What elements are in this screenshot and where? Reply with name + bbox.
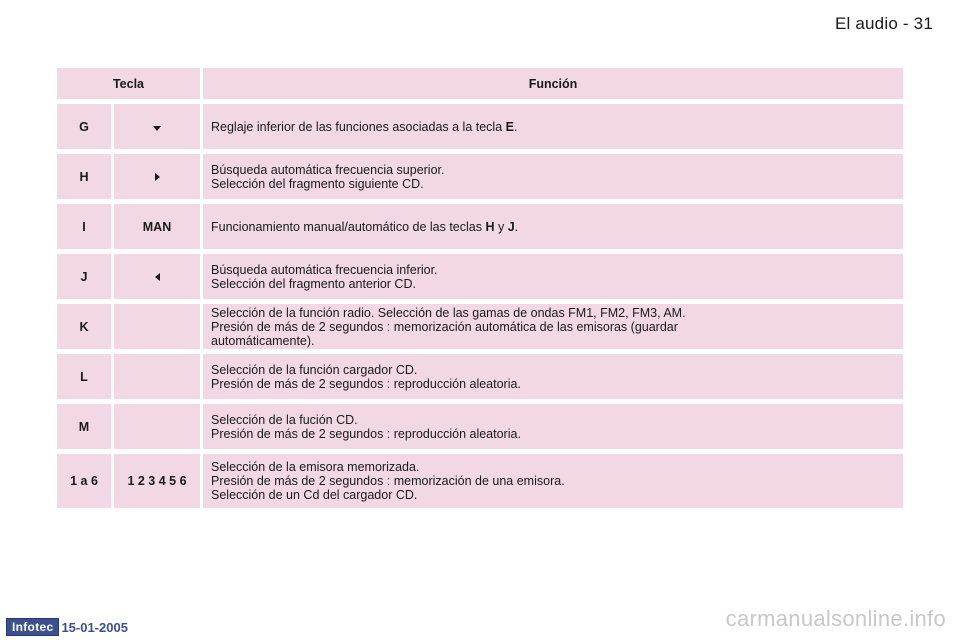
function-line <box>211 413 903 427</box>
function-line <box>211 460 903 474</box>
function-line <box>211 120 903 134</box>
function-text: Reglaje inferior de las funciones asociadas a la tecla <box>211 119 506 134</box>
function-cell <box>203 104 903 149</box>
function-line <box>211 474 903 488</box>
table-row <box>57 254 903 299</box>
function-text: Presión de más de 2 segundos : reproducción aleatoria. <box>211 426 521 441</box>
function-cell <box>203 354 903 399</box>
function-text: Búsqueda automática frecuencia superior. <box>211 162 445 177</box>
function-line <box>211 263 903 277</box>
header-key: Tecla <box>57 68 200 99</box>
arrow-down-icon <box>153 126 161 131</box>
function-line <box>211 220 903 234</box>
function-table <box>57 68 903 513</box>
symbol-cell: MAN <box>114 204 200 249</box>
watermark: carmanualsonline.info <box>725 606 946 631</box>
table-row <box>57 454 903 508</box>
function-text: Selección de un Cd del cargador CD. <box>211 488 418 502</box>
function-cell <box>203 404 903 449</box>
symbol-cell <box>114 154 200 199</box>
page-header: El audio - 31 <box>834 14 933 33</box>
function-line <box>211 377 903 391</box>
function-text: Selección del fragmento anterior CD. <box>211 276 416 291</box>
table-row <box>57 354 903 399</box>
symbol-cell: 1 2 3 4 5 6 <box>114 454 200 508</box>
table-header-row <box>57 68 903 99</box>
arrow-right-icon <box>155 173 160 181</box>
footer-date: 15-01-2005 <box>61 619 128 635</box>
symbol-cell <box>114 254 200 299</box>
key-cell: I <box>57 204 111 249</box>
table-row <box>57 304 903 349</box>
table-row <box>57 404 903 449</box>
key-cell: G <box>57 104 111 149</box>
symbol-cell <box>114 354 200 399</box>
key-cell: K <box>57 304 111 349</box>
function-line <box>211 177 903 191</box>
function-line <box>211 306 903 320</box>
key-reference: H <box>485 219 495 234</box>
function-line <box>211 163 903 177</box>
function-text: Presión de más de 2 segundos : memorización de una emisora. <box>211 474 565 488</box>
function-cell <box>203 454 903 508</box>
table-row <box>57 154 903 199</box>
key-cell: 1 a 6 <box>57 454 111 508</box>
function-line <box>211 334 903 348</box>
function-text: Presión de más de 2 segundos : reproducción aleatoria. <box>211 376 521 391</box>
key-cell: H <box>57 154 111 199</box>
function-text: automáticamente). <box>211 333 315 348</box>
symbol-cell <box>114 304 200 349</box>
key-cell: M <box>57 404 111 449</box>
function-text: Selección de la función cargador CD. <box>211 362 418 377</box>
table-row <box>57 104 903 149</box>
header-function: Función <box>203 68 903 99</box>
footer <box>6 618 128 636</box>
function-line <box>211 277 903 291</box>
function-text: Funcionamiento manual/automático de las teclas <box>211 219 486 234</box>
symbol-cell <box>114 404 200 449</box>
arrow-left-icon <box>155 273 160 281</box>
function-cell <box>203 304 903 349</box>
function-text: . <box>514 219 519 234</box>
table-row <box>57 204 903 249</box>
function-cell <box>203 254 903 299</box>
function-line <box>211 320 903 334</box>
key-reference: E <box>505 119 514 134</box>
key-cell: L <box>57 354 111 399</box>
function-text: Selección del fragmento siguiente CD. <box>211 176 424 191</box>
function-cell <box>203 204 903 249</box>
function-cell <box>203 154 903 199</box>
function-text: Presión de más de 2 segundos : memorización automática de las emisoras (guardar <box>211 319 678 334</box>
function-line <box>211 363 903 377</box>
key-cell: J <box>57 254 111 299</box>
function-text: Selección de la fución CD. <box>211 412 358 427</box>
function-text: . <box>513 119 518 134</box>
function-text: Búsqueda automática frecuencia inferior. <box>211 262 438 277</box>
symbol-cell <box>114 104 200 149</box>
function-text: Selección de la emisora memorizada. <box>211 460 420 474</box>
function-text: Selección de la función radio. Selección de las gamas de ondas FM1, FM2, FM3, AM. <box>211 305 686 320</box>
function-text: y <box>494 219 508 234</box>
infotec-logo: Infotec <box>6 618 59 636</box>
key-reference: J <box>507 219 515 234</box>
function-line <box>211 488 903 502</box>
function-line <box>211 427 903 441</box>
